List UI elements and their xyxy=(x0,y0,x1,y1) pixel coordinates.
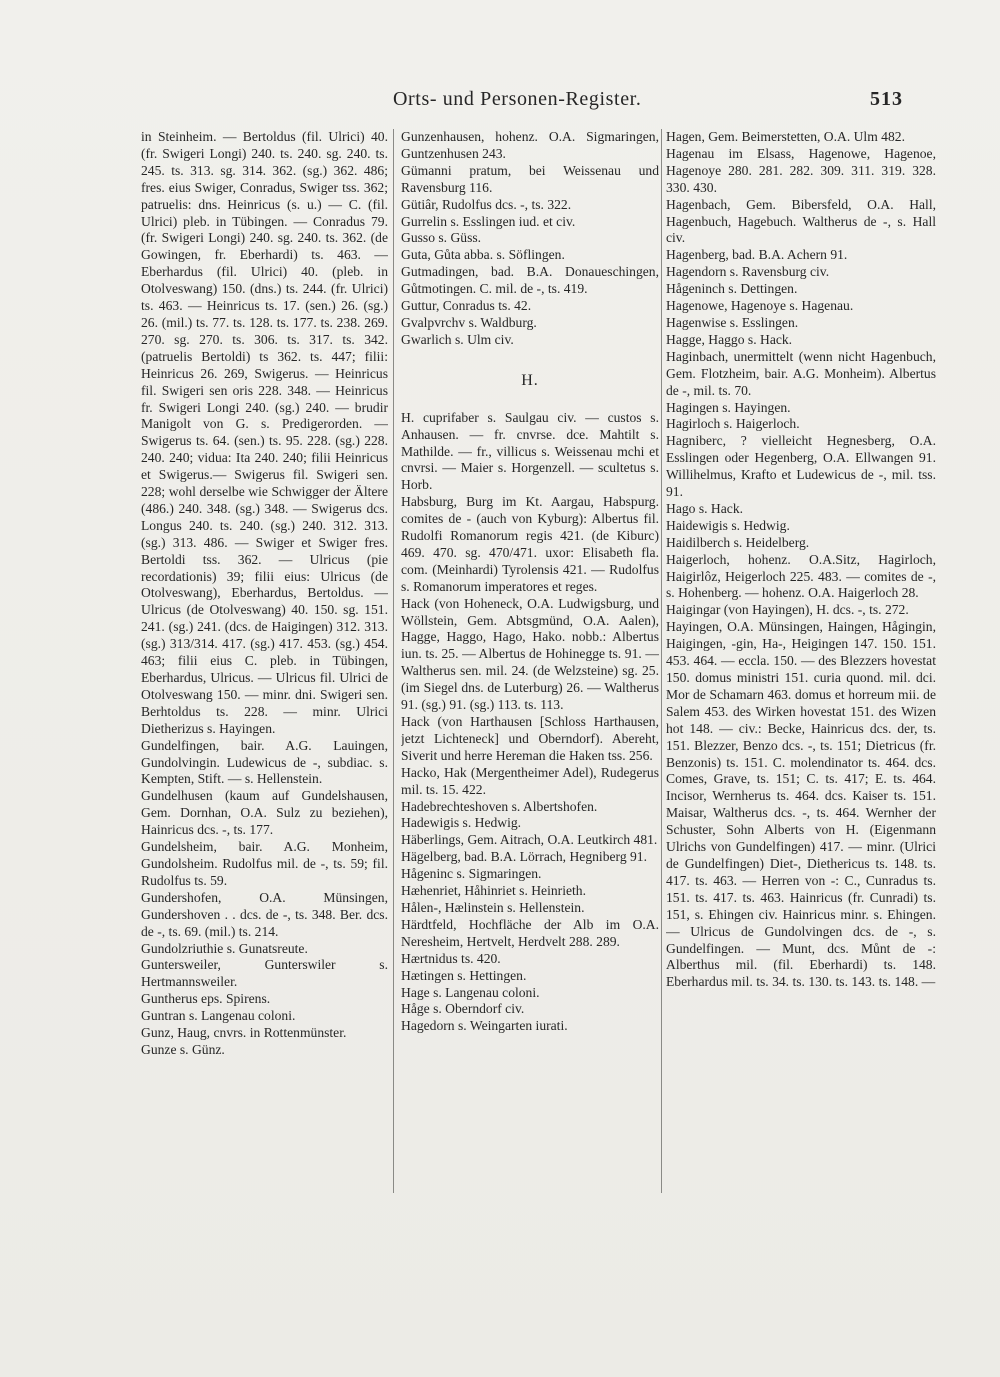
register-entry: Haidewigis s. Hedwig. xyxy=(666,517,790,533)
register-entry: Hærtnidus ts. 420. xyxy=(401,950,501,966)
register-entry: Haigerloch, hohenz. O.A.Sitz, Hagirloch, Haigirlôz, Heigerloch 225. 483. — comites de -, s. Hohenberg. — hohenz. O.A. Haigerloch 28. xyxy=(666,551,936,601)
register-entry: Hågeninch s. Dettingen. xyxy=(666,281,798,297)
column-divider xyxy=(393,129,394,1193)
register-entry: Gundershofen, O.A. Münsingen, Gundershoven . . dcs. de -, ts. 348. Ber. dcs. de -, ts. 69. (mil.) ts. 214. xyxy=(141,889,388,939)
register-entry: Gundolzriuthie s. Gunatsreute. xyxy=(141,940,308,956)
register-column-3 xyxy=(666,129,936,1209)
register-entry: Härdtfeld, Hochfläche der Alb im O.A. Neresheim, Hertvelt, Herdvelt 288. 289. xyxy=(401,916,659,949)
register-entry: Guntherus eps. Spirens. xyxy=(141,991,271,1007)
register-entry: Hagenbach, Gem. Bibersfeld, O.A. Hall, Hagenbuch, Hagebuch. Waltherus de -, s. Hall civ. xyxy=(666,196,936,246)
register-entry: Hagenberg, bad. B.A. Achern 91. xyxy=(666,247,848,263)
register-entry: Gümanni pratum, bei Weissenau und Ravensburg 116. xyxy=(401,162,659,195)
register-entry: Gundelhusen (kaum auf Gundelshausen, Gem. Dornhan, O.A. Sulz zu beziehen), Hainricus dcs. -, ts. 177. xyxy=(141,788,388,838)
register-entry: H. cuprifaber s. Saulgau civ. — custos s. Anhausen. — fr. cnvrse. dce. Mahtilt s. Mathilde. — fr., villicus s. Weissenau mchi et cnvrsi. — Maier s. Horgenzell. — scultetus s. Horb. xyxy=(401,409,659,493)
register-entry: Hågeninc s. Sigmaringen. xyxy=(401,866,542,882)
register-entry: Gunze s. Günz. xyxy=(141,1041,225,1057)
register-entry: Hagendorn s. Ravensburg civ. xyxy=(666,264,830,280)
register-entry: Gutmadingen, bad. B.A. Donaueschingen, Gůtmotingen. C. mil. de -, ts. 419. xyxy=(401,264,659,297)
register-entry: Guttur, Conradus ts. 42. xyxy=(401,298,532,314)
register-entry: Hagen, Gem. Beimerstetten, O.A. Ulm 482. xyxy=(666,129,905,144)
register-entry: Hadebrechteshoven s. Albertshofen. xyxy=(401,798,598,814)
page-header xyxy=(0,88,1000,118)
register-entry: Hæhenriet, Håhinriet s. Heinrieth. xyxy=(401,883,586,899)
register-entry: Hage s. Langenau coloni. xyxy=(401,984,540,1000)
register-entry: Hack (von Hoheneck, O.A. Ludwigsburg, und Wöllstein, Gem. Abtsgmünd, O.A. Aalen), Hagge, Haggo, Hago, Hako. nobb.: Albertus iun. ts. 25. — Albertus de Hohinegge ts. 91. — Waltherus sen. mil. 24. (de Welzsteine) sg. 25. (im Siegel dns. de Luterburg) 26. — Waltherus 91. (sg.) 91. (sg.) 113. ts. 113. xyxy=(401,595,659,713)
register-entry: Hætingen s. Hettingen. xyxy=(401,967,527,983)
register-entry: Gurrelin s. Esslingen iud. et civ. xyxy=(401,213,576,229)
register-entry: Haidilberch s. Heidelberg. xyxy=(666,534,810,550)
register-entry: Haigingar (von Hayingen), H. dcs. -, ts. 272. xyxy=(666,602,909,618)
register-entry: Gusso s. Güss. xyxy=(401,230,482,246)
section-heading-h: H. xyxy=(521,371,539,389)
register-entry: Hagirloch s. Haigerloch. xyxy=(666,416,800,432)
register-entry: Hagedorn s. Weingarten iurati. xyxy=(401,1018,568,1034)
register-entry: Gunz, Haug, cnvrs. in Rottenmünster. xyxy=(141,1025,347,1041)
register-entry: Guta, Gůta abba. s. Söflingen. xyxy=(401,247,565,263)
register-entry: Gwarlich s. Ulm civ. xyxy=(401,331,514,347)
register-entry: Häberlings, Gem. Aitrach, O.A. Leutkirch 481. xyxy=(401,832,658,848)
register-column-2 xyxy=(401,129,659,1209)
register-entry: in Steinheim. — Bertoldus (fil. Ulrici) 40. (fr. Swigeri Longi) 240. ts. 240. sg. 240. ts. 245. ts. 313. sg. 314. 362. (sg.) 362. 486; fres. eius Swiger, Conradus, Swiger tss. 362; patruelis: dns. Heinricus (s. u.) — C. (fil. Ulrici) pleb. in Tübingen. — Conradus 79. (fr. Swigeri Longi) 240. sg. 240. ts. 362. (de Gowingen, fr. Eberhardi) ts. 463. — Eberhardus (fil. Ulrici) 40. (pleb. in Otolveswang) 150. (dns.) ts. 244. (fr. Ulrici) ts. 463. — Heinricus ts. 17. (sen.) 26. (sg.) 26. (mil.) ts. 77. ts. 128. ts. 177. ts. 238. 269. 270. sg. 270. ts. 306. ts. 317. ts. 342. (patruelis Bertoldi) ts 362. ts. 447; filii: Heinricus 26. 269, Swigerus. — Heinricus fil. Swigeri sen oris 228. 348. — Heinricus fr. Swigeri Longi 240. (sg.) 240. — brudir Manigolt von G. s. Predigerorden. — Swigerus ts. 64. (sen.) ts. 95. 228. (sg.) 228. 240. 240; vidua: Ita 240. 240; filii Heinricus et Swigerus.— Swigerus fil. Swigeri sen. 228; wohl derselbe wie Schwigger der Ältere (486.) 240. 348. (sg.) 348. — Swigerus dcs. Longus 240. ts. 240. (sg.) 240. 312. 313. (sg.) 313. 486. — Swiger et Swiger fres. Bertoldi tss. 362. — Ulricus (pie recordationis) 39; filii eius: Ulricus (de Otolveswang), Eberhardus, Bertoldus. — Ulricus (de Otolveswang) 40. 150. sg. 151. 241. (sg.) 241. (dcs. de Haigingen) 312. 313. (sg.) 313/314. 417. (sg.) 417. 453. (sg.) 454. 463; filii eius C. pleb. in Tübingen, Eberhardus, Ulricus. — Ulricus fil. Ulrici de Otolveswang 150. — minr. dni. Swigeri sen. Berhtoldus ts. 228. — minr. Ulrici Dietherizus s. Hayingen. xyxy=(141,129,388,736)
register-entry: Hack (von Harthausen [Schloss Harthausen, jetzt Lichteneck] und Oberndorf). Abereht, Siverit und herre Hereman die Haken tss. 256. xyxy=(401,714,659,763)
register-column-1 xyxy=(141,129,388,1209)
register-entry: Hagenowe, Hagenoye s. Hagenau. xyxy=(666,298,854,314)
register-entry: Hadewigis s. Hedwig. xyxy=(401,815,522,831)
register-entry: Hålen-, Hælinstein s. Hellenstein. xyxy=(401,899,585,915)
page-number: 513 xyxy=(870,88,903,110)
register-entry: Haginbach, unermittelt (wenn nicht Hagenbuch, Gem. Flotzheim, bair. A.G. Monheim). Albertus de -, mil. ts. 70. xyxy=(666,348,936,398)
register-entry: Hägelberg, bad. B.A. Lörrach, Hegniberg 91. xyxy=(401,849,648,865)
register-entry: Hagniberc, ? vielleicht Hegnesberg, O.A. Esslingen oder Hegenberg, O.A. Ellwangen 91. Willihelmus, Krafto et Ludewicus de -, mil. tss. 91. xyxy=(666,433,936,500)
register-entry: Hagenwise s. Esslingen. xyxy=(666,314,799,330)
column-divider xyxy=(661,129,662,1193)
register-entry: Hayingen, O.A. Münsingen, Haingen, Hågingin, Haigingen, -gin, Ha-, Heigingen 147. 150. 151. 453. 464. — eccla. 150. — des Blezzers hovestat 150. domus ministri 151. curia quond. mil. dci. Mor de Schamarn 463. domus et horreum mii. de Salem 453. des Wirken hovestat 151. des Wizen hot 148. — civ.: Becke, Hainricus dcs. der, ts. 151. Blezzer, Benzo dcs. -, ts. 151; Dietricus (fr. Benzonis) ts. 151. C. molendinator ts. 464. dcs. Comes, Grave, ts. 151; C. ts. 417; E. ts. 464. Incisor, Wernherus ts. 464. dcs. Kaiser ts. 151. Maisar, Waltherus dcs. -, ts. 464. Wernher der Schuster, Sohn Alberts von H. (Eigenmann Ulrichs von Gundelfingen) 417. — minr. (Ulrici de Gundelfingen) Diet-, Diethericus ts. 148. ts. 417. ts. 463. — Herren von -: C., Cunradus ts. 151. ts. 417. ts. 463. Hainricus (fr. Cunradi) ts. 151, s. Ehingen civ. Hainricus minr. s. Ehingen. — Ulricus de Gundolvingen dcs. de -, s. Gundelfingen. — Munt, dcs. Můnt de -: Alberthus mil. (fil. Eberhardi) ts. 148. Eberhardus mil. ts. 34. ts. 130. ts. 143. ts. 148. — xyxy=(666,619,936,990)
register-entry: Gundelsheim, bair. A.G. Monheim, Gundolsheim. Rudolfus mil. de -, ts. 59; fil. Rudolfus ts. 59. xyxy=(141,839,388,888)
register-entry: Hagingen s. Hayingen. xyxy=(666,399,791,415)
register-entry: Guntran s. Langenau coloni. xyxy=(141,1008,296,1024)
register-entry: Gundelfingen, bair. A.G. Lauingen, Gundolvingin. Ludewicus de -, subdiac. s. Kempten, Stift. — s. Hellenstein. xyxy=(141,737,388,787)
register-entry: Hagenau im Elsass, Hagenowe, Hagenoe, Hagenoye 280. 281. 282. 309. 311. 319. 328. 330. 430. xyxy=(666,145,936,195)
register-entry: Håge s. Oberndorf civ. xyxy=(401,1001,525,1017)
register-entry: Gvalpvrchv s. Waldburg. xyxy=(401,314,537,330)
register-entry: Hacko, Hak (Mergentheimer Adel), Rudegerus mil. ts. 15. 422. xyxy=(401,764,659,797)
running-title: Orts- und Personen-Register. xyxy=(393,88,642,110)
register-entry: Habsburg, Burg im Kt. Aargau, Habspurg. comites de - (auch von Kyburg): Albertus fil. Rudolfi Romanorum regis 421. (de Kiburc) 469. 470. sg. 470/471. uxor: Elisabeth fla. com. (Meinhardi) Tyrolensis 421. — Rudolfus s. Romanorum imperatores et reges. xyxy=(401,494,659,594)
register-entry: Hago s. Hack. xyxy=(666,500,744,516)
register-entry: Gütiâr, Rudolfus dcs. -, ts. 322. xyxy=(401,196,572,212)
register-entry: Gunzenhausen, hohenz. O.A. Sigmaringen, Guntzenhusen 243. xyxy=(401,129,659,161)
register-entry: Hagge, Haggo s. Hack. xyxy=(666,331,793,347)
register-entry: Guntersweiler, Gunterswiler s. Hertmannsweiler. xyxy=(141,957,388,990)
